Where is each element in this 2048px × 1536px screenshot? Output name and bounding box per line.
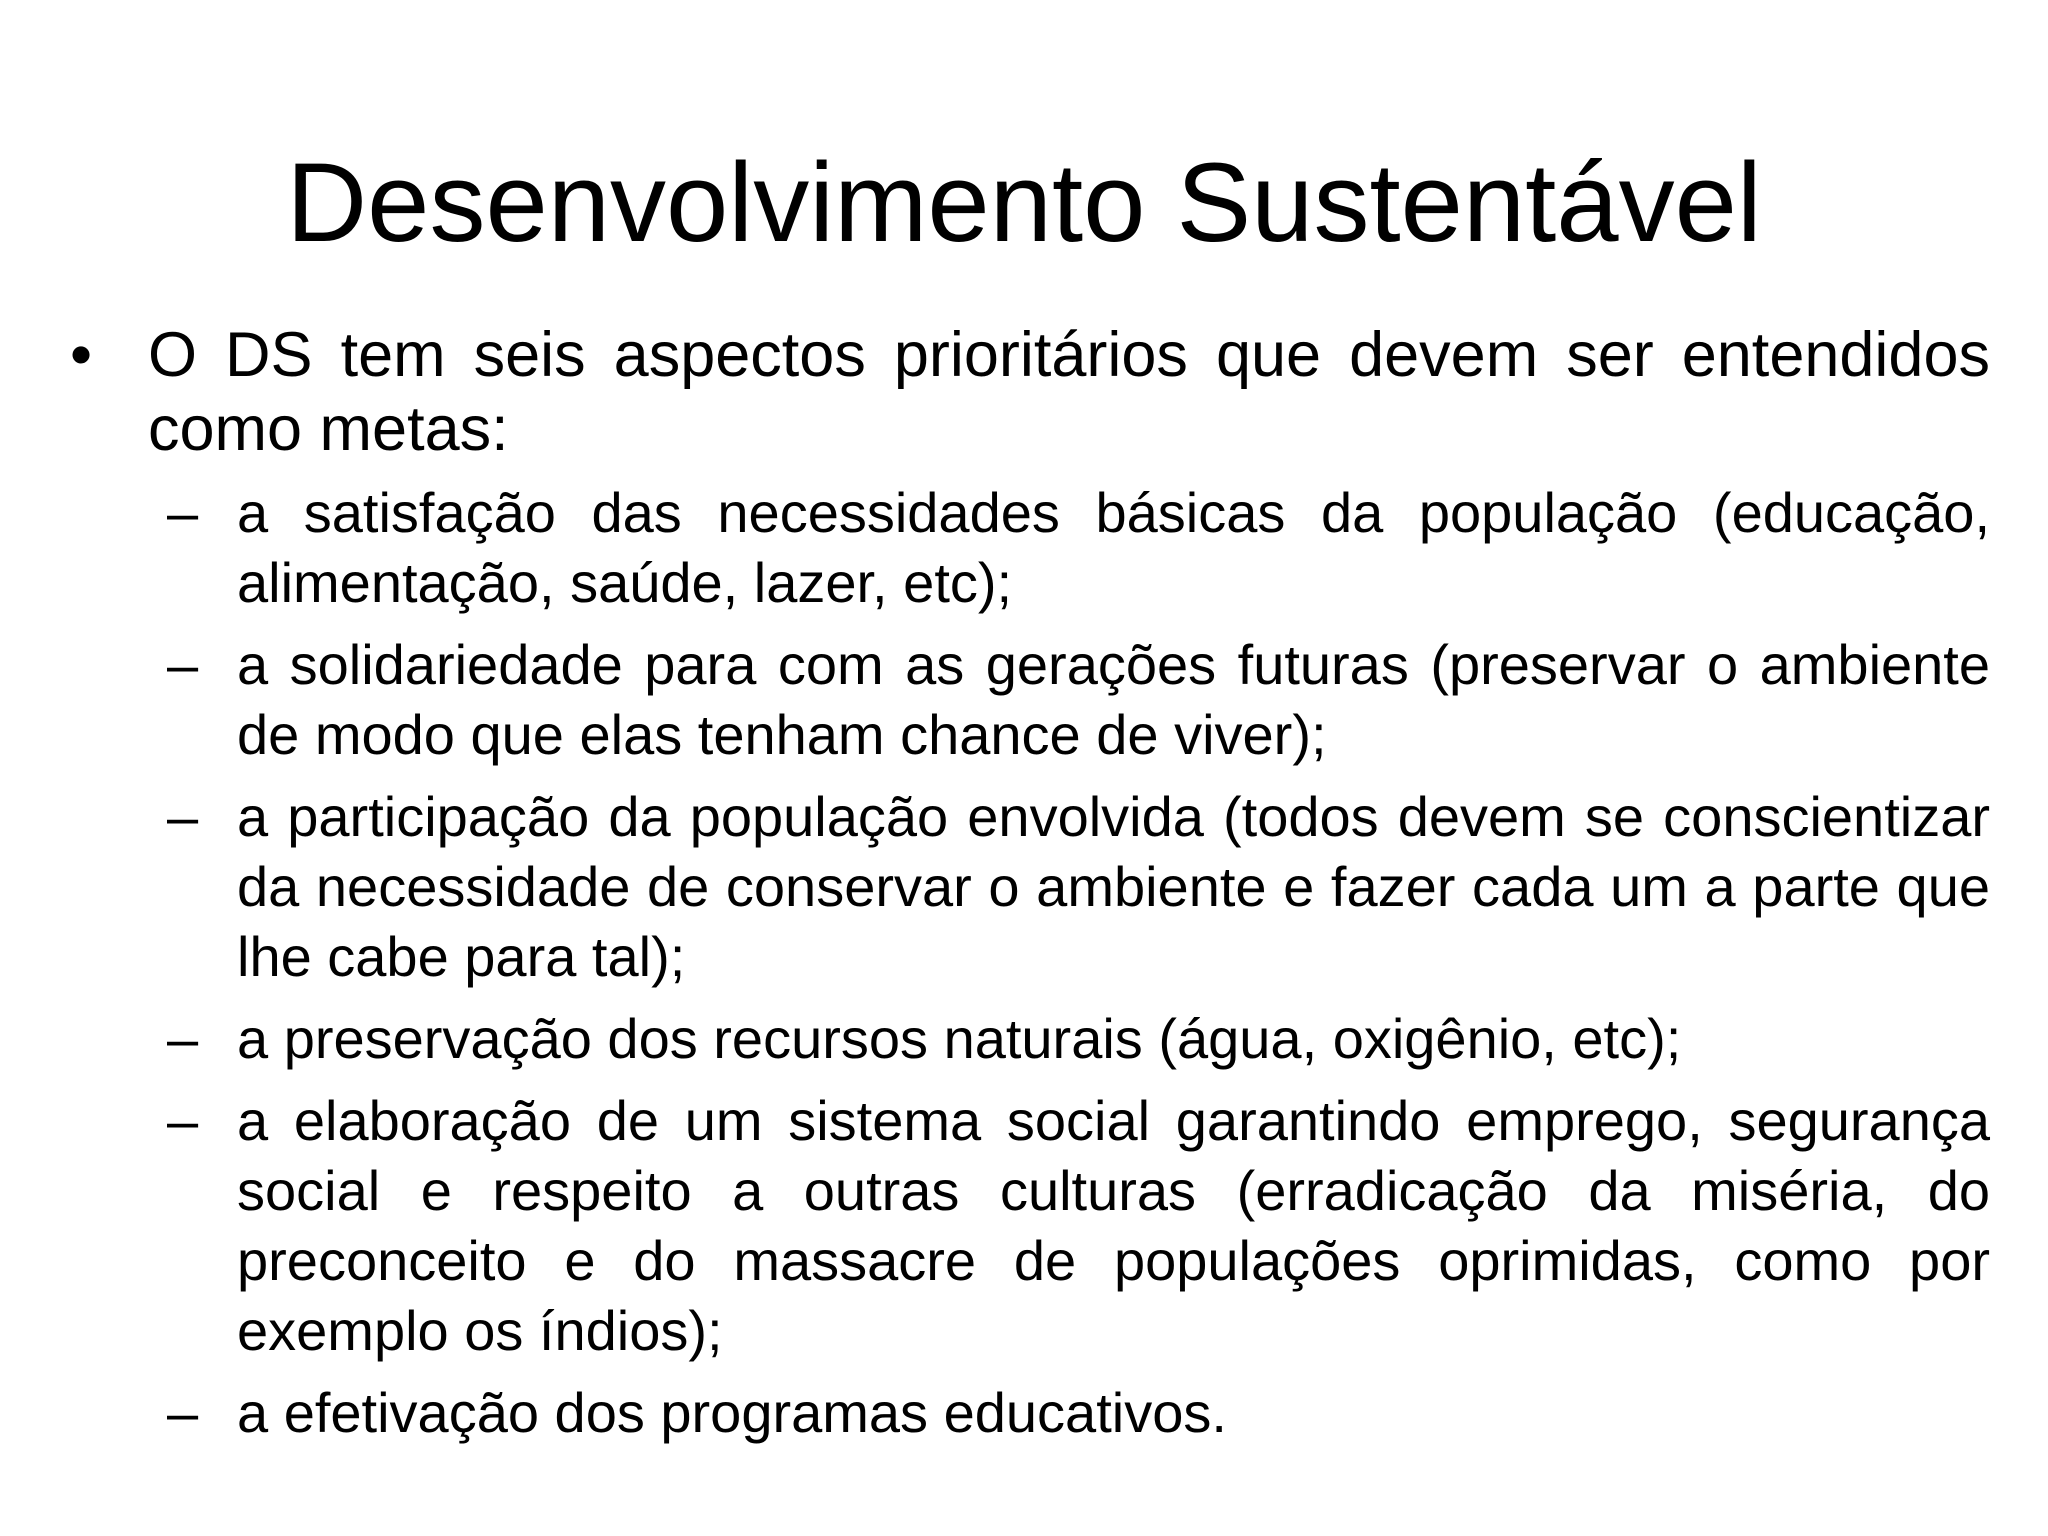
sub-item <box>167 1378 1990 1448</box>
sub-item-text: a satisfação das necessidades básicas da população (educação, alimentação, saúde, lazer, etc); <box>237 481 1990 614</box>
sub-item <box>167 1086 1990 1366</box>
sub-item <box>167 630 1990 770</box>
bullet-icon: • <box>70 320 93 390</box>
sub-item-text: a participação da população envolvida (todos devem se conscientizar da necessidade de conservar o ambiente e fazer cada um a parte que lhe cabe para tal); <box>237 785 1990 988</box>
sub-item <box>167 1004 1990 1074</box>
dash-icon: – <box>167 1007 199 1070</box>
sub-item <box>167 478 1990 618</box>
sub-item-text: a efetivação dos programas educativos. <box>237 1381 1227 1444</box>
dash-icon: – <box>167 1089 199 1152</box>
dash-icon: – <box>167 785 199 848</box>
slide-body <box>70 318 1990 1460</box>
dash-icon: – <box>167 633 199 696</box>
sub-item-text: a elaboração de um sistema social garantindo emprego, segurança social e respeito a outras culturas (erradicação da miséria, do preconceito e do massacre de populações oprimidas, como por exemplo os índios); <box>237 1089 1990 1362</box>
dash-icon: – <box>167 1381 199 1444</box>
bullet-item-intro <box>70 318 1990 466</box>
sub-item-text: a preservação dos recursos naturais (água, oxigênio, etc); <box>237 1007 1682 1070</box>
slide-title: Desenvolvimento Sustentável <box>286 140 1762 265</box>
intro-text: O DS tem seis aspectos prioritários que devem ser entendidos como metas: <box>148 320 1990 464</box>
sub-item <box>167 782 1990 992</box>
sub-item-text: a solidariedade para com as gerações futuras (preservar o ambiente de modo que elas tenham chance de viver); <box>237 633 1990 766</box>
dash-icon: – <box>167 481 199 544</box>
